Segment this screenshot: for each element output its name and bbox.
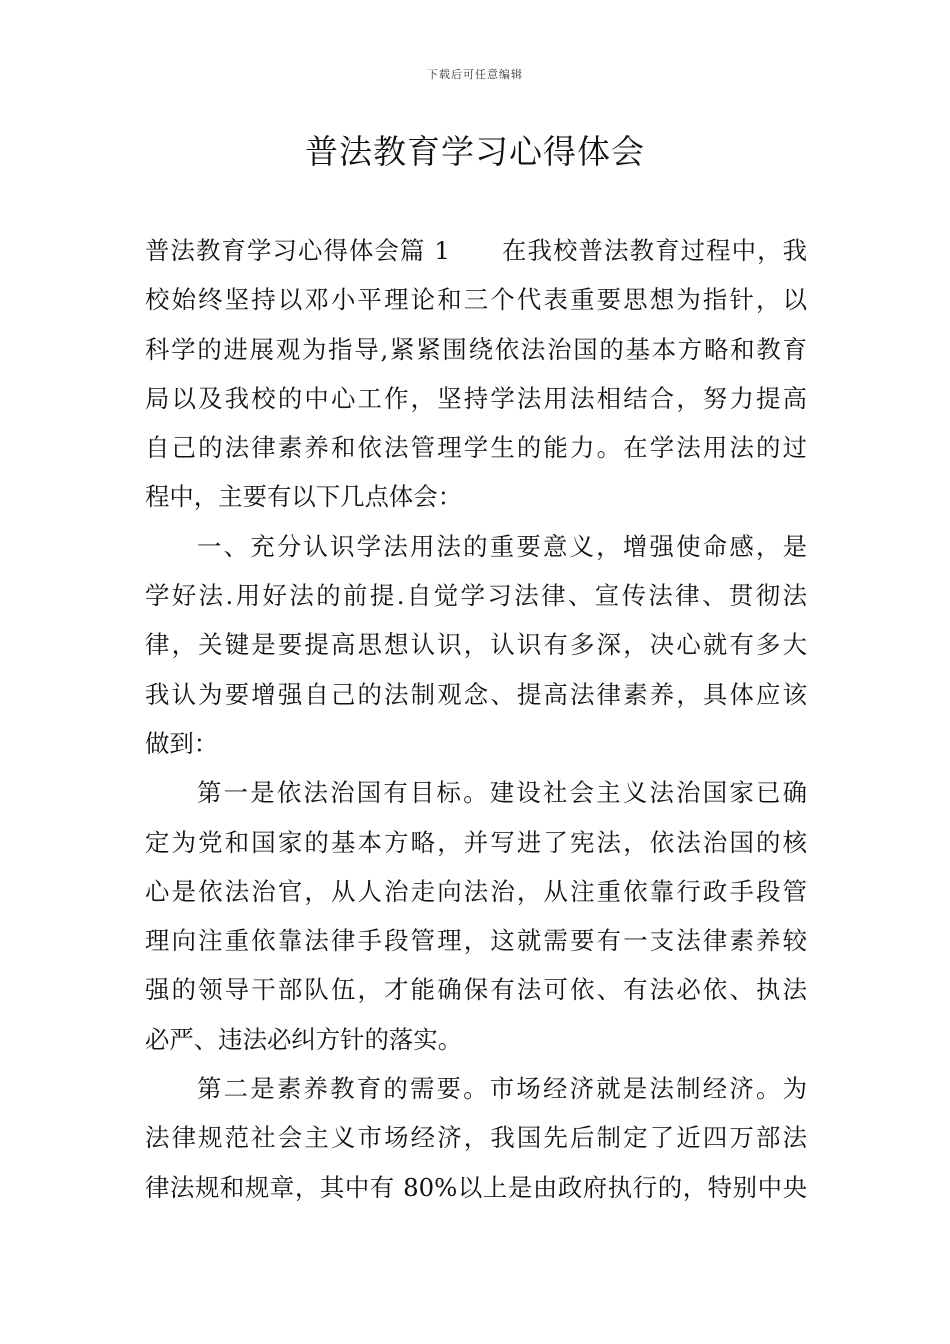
header-note: 下载后可任意编辑 — [427, 68, 523, 81]
text-line: 自己的法律素养和依法管理学生的能力。在学法用法的过 — [145, 433, 807, 463]
paragraph-3 — [145, 768, 807, 1064]
text-line: 第二是素养教育的需要。市场经济就是法制经济。为 — [197, 1074, 807, 1104]
paragraph-2 — [145, 522, 807, 768]
text-line: 我认为要增强自己的法制观念、提高法律素养，具体应该 — [145, 679, 807, 709]
text-line: 心是依法治官，从人治走向法治，从注重依靠行政手段管 — [145, 876, 807, 906]
text-line: 律法规和规章，其中有 80%以上是由政府执行的，特别中央 — [145, 1172, 807, 1202]
text-line: 理向注重依靠法律手段管理，这就需要有一支法律素养较 — [145, 926, 807, 956]
paragraph-4 — [145, 1064, 807, 1212]
text-line: 第一是依法治国有目标。建设社会主义法治国家已确 — [197, 778, 807, 808]
text-line: 必严、违法必纠方针的落实。 — [145, 1024, 463, 1054]
text-line: 学好法.用好法的前提.自觉学习法律、宣传法律、贯彻法 — [145, 581, 807, 611]
text-line: 校始终坚持以邓小平理论和三个代表重要思想为指针，以 — [145, 285, 807, 315]
text-line: 一、充分认识学法用法的重要意义，增强使命感，是 — [197, 531, 807, 561]
text-line: 法律规范社会主义市场经济，我国先后制定了近四万部法 — [145, 1123, 807, 1153]
text-line: 律，关键是要提高思想认识，认识有多深，决心就有多大 — [145, 630, 807, 660]
document-body — [145, 226, 807, 1212]
text-line: 普法教育学习心得体会篇 1 在我校普法教育过程中，我 — [145, 236, 807, 265]
text-line: 程中，主要有以下几点体会： — [145, 482, 463, 512]
text-line: 科学的进展观为指导,紧紧围绕依法治国的基本方略和教育 — [145, 334, 807, 364]
text-line: 局以及我校的中心工作，坚持学法用法相结合，努力提高 — [145, 383, 807, 413]
document-title: 普法教育学习心得体会 — [305, 132, 645, 171]
paragraph-1 — [145, 226, 807, 522]
text-line: 强的领导干部队伍，才能确保有法可依、有法必依、执法 — [145, 975, 807, 1005]
text-line: 定为党和国家的基本方略，并写进了宪法，依法治国的核 — [145, 827, 807, 857]
text-line: 做到： — [145, 728, 219, 758]
